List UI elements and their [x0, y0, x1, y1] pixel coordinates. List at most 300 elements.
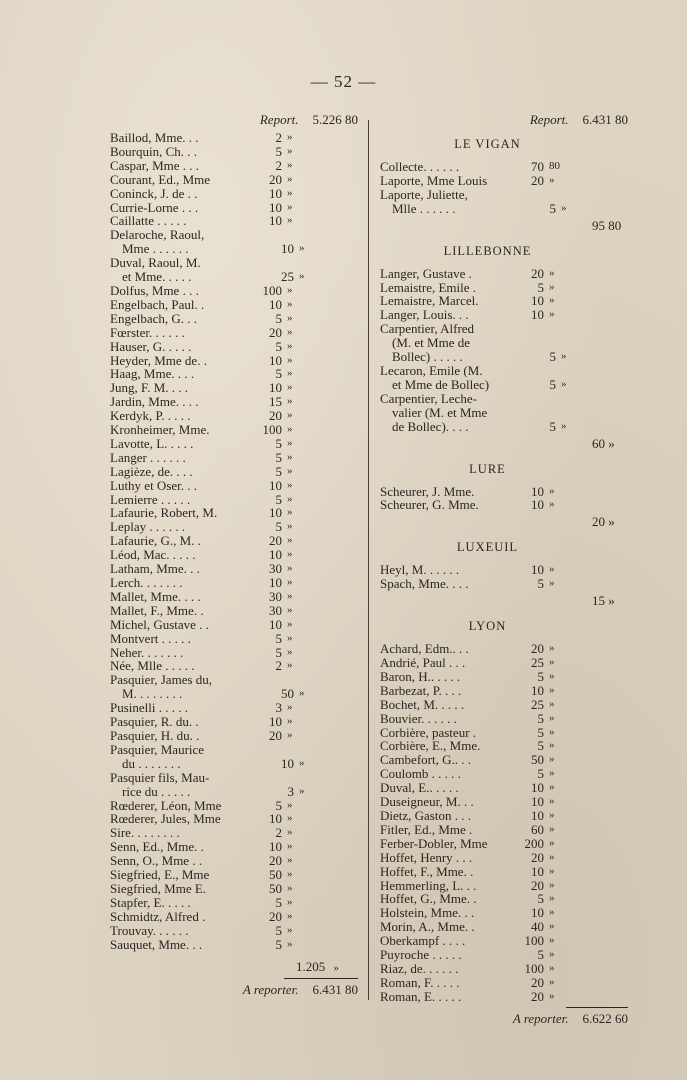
report-label: Report. [259, 112, 299, 127]
centimes-mark: » [287, 631, 293, 644]
centimes-mark: » [561, 377, 567, 390]
centimes-mark: » [287, 325, 293, 338]
centimes-mark: » [287, 909, 293, 922]
donor-row [380, 934, 630, 948]
reporter-value: 6.622 60 [582, 1010, 628, 1026]
donor-name: Pusinelli . . . . . [110, 700, 189, 716]
centimes-mark: » [287, 353, 293, 366]
donation-amount: 5 [275, 366, 282, 382]
donor-row [110, 562, 360, 576]
donation-amount: 5 [549, 418, 556, 434]
donation-amount: 5 [275, 310, 282, 326]
centimes-mark: » [287, 840, 293, 853]
donation-amount: 10 [269, 547, 282, 563]
donor-name: Scheurer, G. Mme. [380, 497, 479, 513]
donor-row [380, 865, 630, 879]
donor-name: Neher. . . . . . . [110, 644, 184, 660]
city-subtotal: 95 80 [592, 217, 622, 233]
centimes-mark: » [549, 739, 555, 752]
centimes-mark: » [287, 701, 293, 714]
donation-amount: 30 [269, 602, 282, 618]
centimes-mark: » [549, 577, 555, 590]
donor-name: Née, Mlle . . . . . [110, 658, 195, 674]
donor-name: Mallet, F., Mme. . [110, 602, 204, 618]
donation-amount: 10 [269, 477, 282, 493]
donation-amount: 10 [269, 714, 282, 730]
donor-name: Holstein, Mme. . . [380, 905, 475, 921]
donation-amount: 20 [531, 974, 544, 990]
donor-row [380, 753, 630, 767]
donor-name: Léod, Mac. . . . . [110, 547, 196, 563]
donation-amount: 5 [537, 668, 544, 684]
donor-name: Trouvay. . . . . . [110, 922, 189, 938]
donor-list [110, 131, 360, 951]
city-heading: LE VIGAN [454, 137, 521, 151]
donor-row [110, 534, 360, 548]
donation-amount: 5 [275, 491, 282, 507]
city-subtotal: 20 » [592, 514, 615, 530]
donor-row [110, 270, 360, 284]
donor-row [110, 840, 360, 854]
donor-name: Achard, Edm.. . . [380, 641, 469, 657]
centimes-mark: » [549, 934, 555, 947]
donor-row [110, 395, 360, 409]
donor-row [110, 381, 360, 395]
donor-name: Bouvier. . . . . . [380, 710, 457, 726]
donor-name: Lavotte, L. . . . . [110, 435, 194, 451]
centimes-mark: » [549, 642, 555, 655]
centimes-mark: » [561, 419, 567, 432]
centimes-mark: » [287, 589, 293, 602]
donor-row [380, 350, 630, 364]
donation-amount: 3 [287, 783, 294, 799]
donor-row [110, 632, 360, 646]
donation-amount: 5 [537, 891, 544, 907]
donor-name: Baillod, Mme. . . [110, 130, 199, 145]
donor-name: Coulomb . . . . . [380, 766, 461, 782]
donation-amount: 100 [524, 933, 544, 949]
donor-row [380, 948, 630, 962]
donor-row [110, 604, 360, 618]
donation-amount: 10 [269, 199, 282, 215]
centimes-mark: » [287, 492, 293, 505]
donation-amount: 5 [275, 338, 282, 354]
centimes-mark: » [287, 923, 293, 936]
donor-row [380, 392, 630, 406]
centimes-mark: » [549, 975, 555, 988]
donor-name: Caspar, Mme . . . [110, 157, 200, 173]
donor-name: et Mme de Bollec) [392, 376, 490, 392]
centimes-mark: » [287, 186, 293, 199]
donation-amount: 20 [531, 877, 544, 893]
donor-name: Jardin, Mme. . . . [110, 394, 199, 410]
donor-row [110, 812, 360, 826]
donation-amount: 100 [524, 960, 544, 976]
centimes-mark: » [287, 381, 293, 394]
donor-name: Hoffet, G., Mme. . [380, 891, 477, 907]
page-number: — 52 — [310, 72, 377, 91]
donor-name: Baron, H.. . . . . [380, 668, 461, 684]
donor-row [110, 312, 360, 326]
donation-amount: 25 [531, 696, 544, 712]
donation-amount: 2 [275, 658, 282, 674]
donor-name: Engelbach, Paul. . [110, 296, 205, 312]
donation-amount: 15 [269, 394, 282, 410]
centimes-mark: » [287, 311, 293, 324]
donation-amount: 20 [269, 408, 282, 424]
donor-name: Caillatte . . . . . [110, 213, 187, 229]
donor-name: Hemmerling, L. . . [380, 877, 477, 893]
donation-amount: 5 [537, 279, 544, 295]
donor-row [110, 506, 360, 520]
donor-row [380, 726, 630, 740]
donation-amount: 10 [269, 839, 282, 855]
donation-amount: 10 [531, 497, 544, 513]
donor-row [380, 406, 630, 420]
donor-row [110, 938, 360, 952]
donor-name: Langer, Gustave . [380, 265, 472, 281]
city-heading: LILLEBONNE [443, 243, 532, 258]
donor-name: Lecaron, Emile (M. [380, 362, 483, 378]
donation-amount: 10 [531, 293, 544, 309]
donor-name: Pasquier, R. du. . [110, 714, 199, 730]
subtotal-mark: » [333, 962, 339, 975]
donor-row [110, 493, 360, 507]
donor-name: Delaroche, Raoul, [110, 227, 205, 243]
centimes-mark: » [299, 756, 305, 769]
centimes-mark: » [549, 961, 555, 974]
donor-row [380, 364, 630, 378]
donor-row [110, 715, 360, 729]
donor-row [380, 294, 630, 308]
donor-row [110, 437, 360, 451]
donation-amount: 5 [275, 894, 282, 910]
centimes-mark: » [287, 158, 293, 171]
donation-amount: 5 [275, 519, 282, 535]
donor-row [380, 485, 630, 499]
donor-name: Spach, Mme. . . . [380, 576, 469, 592]
donor-name: Hauser, G. . . . . [110, 338, 192, 354]
centimes-mark: » [287, 423, 293, 436]
city-sections [380, 137, 630, 1004]
donation-amount: 5 [275, 435, 282, 451]
donor-row [380, 879, 630, 893]
donor-name: Scheurer, J. Mme. [380, 483, 475, 499]
donor-row [110, 173, 360, 187]
donor-row [110, 799, 360, 813]
centimes-mark: » [287, 297, 293, 310]
donor-row [380, 642, 630, 656]
donor-row [110, 548, 360, 562]
centimes-mark: » [549, 836, 555, 849]
donor-name: Langer, Louis. . . [380, 307, 469, 323]
centimes-mark: » [287, 548, 293, 561]
donor-row [110, 757, 360, 771]
centimes-mark: » [549, 781, 555, 794]
sum-rule [284, 978, 358, 979]
centimes-mark: » [287, 715, 293, 728]
donation-amount: 10 [531, 307, 544, 323]
column-divider [368, 120, 369, 1000]
donor-row [380, 712, 630, 726]
donor-row [380, 378, 630, 392]
donor-row [110, 354, 360, 368]
donor-name: Lafaurie, Robert, M. [110, 505, 218, 521]
centimes-mark: » [287, 534, 293, 547]
donor-row [380, 906, 630, 920]
donor-name: Morin, A., Mme. . [380, 919, 475, 935]
centimes-mark: » [549, 294, 555, 307]
subtotal-amount: 1.205 [296, 959, 326, 975]
donation-amount: 100 [262, 422, 282, 438]
donation-amount: 2 [275, 825, 282, 841]
donor-name: Pasquier, H. du. . [110, 727, 200, 743]
donor-name: Oberkampf . . . . [380, 933, 466, 949]
donor-name: Rœderer, Léon, Mme [110, 797, 222, 813]
reporter-carry-over [380, 1011, 628, 1027]
donation-amount: 10 [531, 483, 544, 499]
centimes-mark: » [299, 242, 305, 255]
donation-amount: 20 [531, 172, 544, 188]
donor-row [110, 367, 360, 381]
donor-name: Senn, O., Mme . . [110, 853, 203, 869]
report-label: Report. [529, 112, 569, 127]
reporter-label: A reporter. [512, 1010, 569, 1026]
donor-name: Bollec) . . . . . [392, 349, 463, 365]
donor-row [110, 910, 360, 924]
donation-amount: 10 [269, 575, 282, 590]
reporter-value: 6.431 80 [312, 982, 358, 998]
donation-amount: 10 [269, 352, 282, 368]
donation-amount: 2 [275, 157, 282, 173]
donation-amount: 5 [275, 797, 282, 813]
centimes-mark: » [549, 864, 555, 877]
donor-row [380, 892, 630, 906]
donor-row [110, 131, 360, 145]
donor-name: Sauquet, Mme. . . [110, 936, 203, 952]
centimes-mark: » [299, 687, 305, 700]
donor-name: Corbière, E., Mme. [380, 738, 481, 754]
donor-row [380, 795, 630, 809]
donation-amount: 20 [269, 727, 282, 743]
centimes-mark: » [549, 920, 555, 933]
donor-row [380, 962, 630, 976]
donation-amount: 50 [281, 686, 294, 702]
donor-row [110, 646, 360, 660]
centimes-mark: » [287, 520, 293, 533]
centimes-mark: » [549, 795, 555, 808]
centimes-mark: » [287, 645, 293, 658]
centimes-mark: » [561, 201, 567, 214]
donor-row [380, 188, 630, 202]
donor-name: Puyroche . . . . . [380, 947, 462, 963]
donation-amount: 10 [531, 905, 544, 921]
donation-amount: 5 [275, 143, 282, 159]
donor-row [380, 781, 630, 795]
donor-row [380, 281, 630, 295]
donation-amount: 100 [262, 282, 282, 298]
centimes-mark: » [549, 484, 555, 497]
donation-amount: 5 [275, 936, 282, 952]
column-subtotal [110, 959, 360, 975]
donor-name: Bochet, M. . . . . [380, 696, 465, 712]
city-section [380, 540, 630, 609]
donor-name: Lagièze, de. . . . [110, 463, 193, 479]
donation-amount: 20 [269, 171, 282, 187]
centimes-mark: » [287, 283, 293, 296]
donor-row [110, 145, 360, 159]
centimes-mark: » [549, 308, 555, 321]
sum-rule [566, 1007, 628, 1008]
centimes-mark: » [287, 436, 293, 449]
donor-name: Fœrster. . . . . . [110, 324, 185, 340]
donor-row [110, 228, 360, 242]
donation-amount: 2 [275, 130, 282, 145]
donor-name: Carpentier, Leche- [380, 390, 477, 406]
donor-row [110, 868, 360, 882]
donor-name: Barbezat, P. . . . [380, 682, 462, 698]
donor-name: Roman, F. . . . . [380, 974, 460, 990]
donation-amount: 5 [549, 376, 556, 392]
donation-amount: 20 [269, 324, 282, 340]
donation-amount: 5 [549, 349, 556, 365]
donor-row [110, 284, 360, 298]
donation-amount: 10 [531, 863, 544, 879]
centimes-mark: » [287, 367, 293, 380]
centimes-mark: » [287, 200, 293, 213]
donor-row [380, 698, 630, 712]
city-section [380, 462, 630, 531]
donation-amount: 5 [537, 947, 544, 963]
donor-name: Courant, Ed., Mme [110, 171, 211, 187]
donor-name: Montvert . . . . . [110, 630, 191, 646]
donor-name: Senn, Ed., Mme. . [110, 839, 204, 855]
donor-row [110, 201, 360, 215]
donor-name: Duval, E.. . . . . [380, 780, 459, 796]
centimes-mark: » [299, 270, 305, 283]
centimes-mark: » [549, 711, 555, 724]
centimes-mark: » [549, 266, 555, 279]
donor-name: Engelbach, G. . . [110, 310, 198, 326]
donor-row [110, 771, 360, 785]
centimes-mark: » [549, 948, 555, 961]
donation-amount: 3 [275, 700, 282, 716]
centimes-mark: » [549, 498, 555, 511]
donation-amount: 10 [269, 185, 282, 201]
centimes-mark: » [299, 784, 305, 797]
donation-amount: 10 [269, 616, 282, 632]
donor-row [110, 326, 360, 340]
donor-name: rice du . . . . . [122, 783, 191, 799]
donor-row [380, 308, 630, 322]
donation-amount: 20 [269, 908, 282, 924]
donor-name: Hoffet, F., Mme. . [380, 863, 474, 879]
centimes-mark: » [549, 656, 555, 669]
donor-row [380, 990, 630, 1004]
donor-row [380, 322, 630, 336]
donation-amount: 5 [537, 766, 544, 782]
donation-amount: 5 [549, 200, 556, 216]
donor-row [380, 837, 630, 851]
donor-name: Lerch. . . . . . . [110, 575, 183, 590]
donation-amount: 10 [531, 808, 544, 823]
donation-amount: 20 [531, 988, 544, 1004]
donor-row [110, 854, 360, 868]
donor-name: Dolfus, Mme . . . [110, 282, 199, 298]
donor-name: et Mme. . . . . [122, 269, 192, 285]
donor-row [110, 924, 360, 938]
centimes-mark: » [549, 683, 555, 696]
donation-amount: 10 [531, 780, 544, 796]
donation-amount: 70 [531, 159, 544, 174]
donor-row [380, 202, 630, 216]
donor-row [110, 896, 360, 910]
city-subtotal: 60 » [592, 435, 615, 451]
donation-amount: 25 [281, 269, 294, 285]
donation-amount: 20 [531, 641, 544, 657]
donation-amount: 5 [275, 630, 282, 646]
centimes-mark: » [287, 144, 293, 157]
donor-row [110, 256, 360, 270]
donor-name: M. . . . . . . . [122, 686, 183, 702]
donor-name: Lafaurie, G., M. . [110, 533, 201, 549]
donor-row [110, 298, 360, 312]
centimes-mark: 80 [549, 160, 560, 172]
donation-amount: 5 [537, 576, 544, 592]
donor-name: Laporte, Mme Louis [380, 172, 488, 188]
donor-row [110, 729, 360, 743]
donor-row [110, 214, 360, 228]
centimes-mark: » [287, 478, 293, 491]
donation-amount: 30 [269, 588, 282, 604]
donor-name: Latham, Mme. . . [110, 561, 200, 577]
donor-row [110, 659, 360, 673]
reporter-carry-over [110, 982, 358, 998]
donor-row [110, 187, 360, 201]
donor-row [110, 465, 360, 479]
donor-name: Cambefort, G.. . . [380, 752, 471, 768]
donor-name: Andrié, Paul . . . [380, 655, 466, 671]
donor-row [380, 739, 630, 753]
left-column [110, 113, 360, 998]
donor-name: Pasquier, Maurice [110, 741, 205, 757]
donation-amount: 10 [531, 794, 544, 810]
centimes-mark: » [287, 881, 293, 894]
donation-amount: 40 [531, 919, 544, 935]
centimes-mark: » [549, 989, 555, 1002]
centimes-mark: » [561, 350, 567, 363]
donation-amount: 60 [531, 821, 544, 837]
centimes-mark: » [549, 767, 555, 780]
donor-name: Fitler, Ed., Mme . [380, 821, 473, 837]
donor-name: Roman, E. . . . . [380, 988, 462, 1004]
donation-amount: 50 [269, 880, 282, 896]
donor-name: Rœderer, Jules, Mme [110, 811, 221, 827]
centimes-mark: » [287, 659, 293, 672]
city-heading: LUXEUIL [456, 540, 519, 555]
donor-name: Hoffet, Henry . . . [380, 849, 473, 865]
donor-name: Currie-Lorne . . . [110, 199, 199, 215]
donor-row [380, 851, 630, 865]
donor-name: Bourquin, Ch. . . [110, 143, 198, 159]
donation-amount: 10 [531, 562, 544, 578]
centimes-mark: » [287, 812, 293, 825]
centimes-mark: » [549, 173, 555, 186]
city-heading: LURE [469, 461, 506, 476]
donation-amount: 10 [269, 505, 282, 521]
donor-row [110, 590, 360, 604]
donor-name: Mlle . . . . . . [392, 200, 456, 216]
